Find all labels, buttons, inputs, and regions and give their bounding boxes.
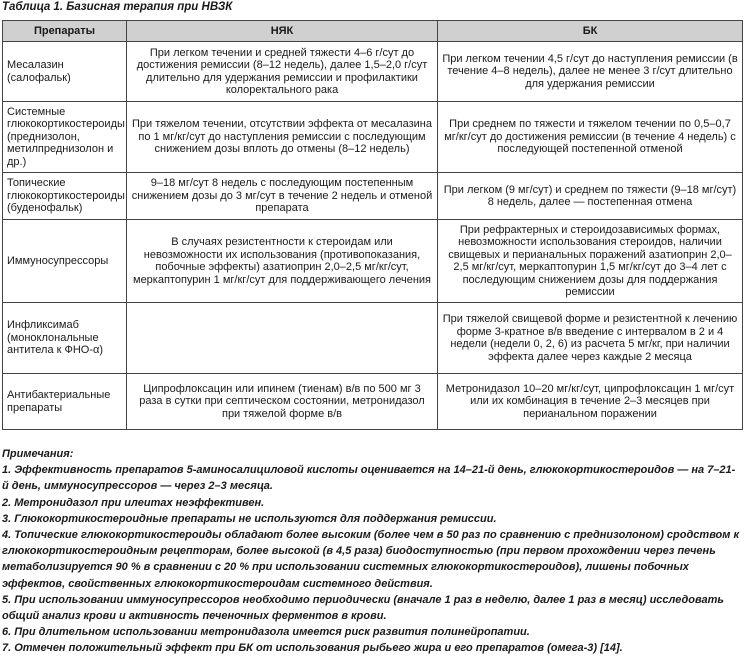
drug-name-cell: Системные глюкокортикостероиды (преднизолон, метилпреднизолон и др.) (3, 102, 127, 173)
drug-name-cell: Месалазин (салофальк) (3, 42, 127, 102)
table-row (3, 303, 743, 374)
header-row (3, 21, 743, 42)
note-item: 7. Отмечен положительный эффект при БК от использования рыбьего жира и его препаратов (омега-3) [14]. (2, 642, 623, 655)
header-drugs: Препараты (3, 21, 127, 42)
table-row (3, 102, 743, 173)
note-item: 2. Метронидазол при илеитах неэффективен. (2, 496, 265, 509)
bk-cell: При легком (9 мг/сут) и среднем по тяжести (9–18 мг/сут) 8 недель, далее — постепенная отмена (438, 173, 743, 220)
nyak-cell: Ципрофлоксацин или ипинем (тиенам) в/в по 500 мг 3 раза в сутки при септическом состоянии, метронидазол при тяжелой форме в/в (127, 374, 438, 430)
bk-cell: При легком течении 4,5 г/сут до наступления ремиссии (в течение 4–8 недель), далее не менее 3 г/сут длительно для удержания ремиссии (438, 42, 743, 102)
note-item: 4. Топические глюкокортикостероиды обладают более высоким (более чем в 50 раз по сравнению с преднизолоном) сродством к глюкокортикостероидным рецепторам, более высокой (в 4,5 раза) биодоступностью (при первом прохождении через печень метаболизируется 90 % в сравнении с 20 % при использовании системных глюкокортикостероидов), лишены побочных эффектов, свойственных глюкокортикостероидам системного действия. (2, 529, 740, 590)
therapy-table (2, 20, 743, 430)
drug-name-cell: Иммуносупрессоры (3, 220, 127, 303)
header-bk: БК (438, 21, 743, 42)
table-row (3, 42, 743, 102)
nyak-cell: В случаях резистентности к стероидам или невозможности их использования (противопоказания, побочные эффекты) азатиоприн 2,0–2,5 мг/кг/сут, меркаптопурин 1 мг/кг/сут для поддерживающего лечения (127, 220, 438, 303)
table-row (3, 374, 743, 430)
note-item: 1. Эффективность препаратов 5-аминосалициловой кислоты оценивается на 14–21-й день, глюкокортикостероидов — на 7–21-й день, иммуносупрессоров — через 2–3 месяца. (2, 464, 736, 493)
table-caption: Таблица 1. Базисная терапия при НВЗК (2, 1, 233, 13)
drug-name-cell: Инфликсимаб (моноклональные антитела к ФНО-α) (3, 303, 127, 374)
note-item: 5. При использовании иммуносупрессоров необходимо периодически (вначале 1 раз в неделю, далее 1 раз в месяц) исследовать общий анализ крови и активность печеночных ферментов в крови. (2, 593, 724, 623)
header-nyak: НЯК (127, 21, 438, 42)
nyak-cell (127, 303, 438, 374)
nyak-cell: При легком течении и средней тяжести 4–6 г/сут до достижения ремиссии (8–12 недель), далее 1,5–2,0 г/сут длительно для удержания ремиссии и профилактики колоректального рака (127, 42, 438, 102)
table-row (3, 220, 743, 303)
table-header (3, 21, 743, 42)
bk-cell: При рефрактерных и стероидозависимых формах, невозможности использования стероидов, наличии свищевых и перианальных поражений азатиоприн 2,0–2,5 мг/кг/сут, меркаптопурин 1,5 мг/кг/сут до 3–4 лет с последующим снижением дозы для поддержания ремиссии (438, 220, 743, 303)
table-body (3, 42, 743, 430)
drug-name-cell: Топические глюкокортикостероиды (буденофальк) (3, 173, 127, 220)
note-item: 3. Глюкокортикостероидные препараты не используются для поддержания ремиссии. (2, 512, 497, 525)
table-row (3, 173, 743, 220)
nyak-cell: 9–18 мг/сут 8 недель с последующим постепенным снижением дозы до 3 мг/сут в течение 2 недель и отменой препарата (127, 173, 438, 220)
drug-name-cell: Антибактериальные препараты (3, 374, 127, 430)
notes-title: Примечания: (2, 448, 74, 460)
bk-cell: Метронидазол 10–20 мг/кг/сут, ципрофлоксацин 1 мг/сут или их комбинация в течение 2–3 месяцев при перианальном поражении (438, 374, 743, 430)
nyak-cell: При тяжелом течении, отсутствии эффекта от месалазина по 1 мг/кг/сут до наступления ремиссии с последующим снижением дозы вплоть до отмены (8–12 недель) (127, 102, 438, 173)
bk-cell: При тяжелой свищевой форме и резистентной к лечению форме 3-кратное в/в введение с интервалом в 2 и 4 недели (недели 0, 2, 6) из расчета 5 мг/кг, при наличии эффекта далее через каждые 2 месяца (438, 303, 743, 374)
notes-section (2, 446, 742, 657)
bk-cell: При среднем по тяжести и тяжелом течении по 0,5–0,7 мг/кг/сут до достижения ремиссии (в течение 4 недель) с последующей постепенной отменой (438, 102, 743, 173)
note-item: 6. При длительном использовании метронидазола имеется риск развития полинейропатии. (2, 626, 530, 639)
